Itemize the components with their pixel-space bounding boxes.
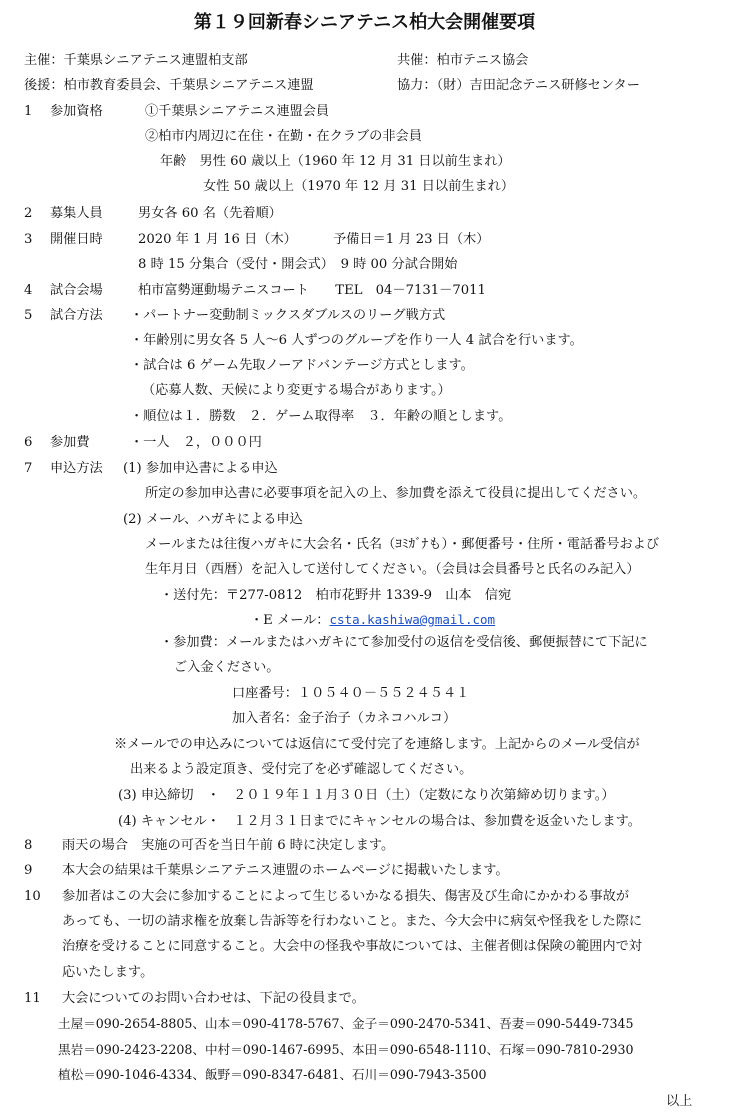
- age-female: 女性 50 歳以上（1970 年 12 月 31 日以前生まれ）: [203, 179, 515, 194]
- age-male: 年齢 男性 60 歳以上（1960 年 12 月 31 日以前生まれ）: [160, 154, 511, 169]
- eligibility-item-2: ②柏市内周辺に在住・在勤・在クラブの非会員: [145, 129, 422, 144]
- event-time: 8 時 15 分集合（受付・開会式） 9 時 00 分試合開始: [138, 257, 458, 272]
- disclaimer-text: 応いたします。: [62, 965, 154, 980]
- section-number: 5: [24, 308, 33, 323]
- cancellation: (4) キャンセル・ １２月３１日までにキャンセルの場合は、参加費を返金いたします。: [118, 814, 641, 829]
- rain-policy: 雨天の場合 実施の可否を当日午前 6 時に決定します。: [62, 838, 395, 853]
- fee-text: ・一人 ２，０００円: [130, 435, 262, 450]
- inquiry-text: 大会についてのお問い合わせは、下記の役員まで。: [62, 991, 365, 1006]
- section-label-eligibility: 参加資格: [50, 104, 103, 119]
- method-1-text: 所定の参加申込書に必要事項を記入の上、参加費を添えて役員に提出してください。: [145, 486, 647, 501]
- email-label: ・E メール：: [250, 613, 330, 628]
- co-host: 共催：柏市テニス協会: [397, 53, 529, 68]
- event-date: 2020 年 1 月 16 日（木）: [138, 232, 297, 247]
- section-number: 11: [24, 991, 41, 1006]
- section-number: 10: [24, 889, 41, 904]
- format-line: ・年齢別に男女各 5 人～6 人ずつのグループを作り一人 4 試合を行います。: [130, 333, 583, 348]
- capacity-text: 男女各 60 名（先着順）: [138, 206, 282, 221]
- contact-line: 植松＝090-1046-4334、飯野＝090-8347-6481、石川＝090-7943-3500: [58, 1067, 487, 1082]
- section-number: 6: [24, 435, 33, 450]
- organizer: 主催：千葉県シニアテニス連盟柏支部: [24, 53, 248, 68]
- section-label-application: 申込方法: [50, 461, 103, 476]
- disclaimer-text: 治療を受けることに同意すること。大会中の怪我や事故については、主催者側は保険の範囲内で対: [62, 939, 642, 954]
- section-label-date: 開催日時: [50, 232, 103, 247]
- format-line: （応募人数、天候により変更する場合があります。）: [142, 383, 451, 398]
- results-notice: 本大会の結果は千葉県シニアテニス連盟のホームページに掲載いたします。: [62, 863, 509, 878]
- email-link[interactable]: csta.kashiwa@gmail.com: [329, 612, 496, 627]
- contact-line: 黒岩＝090-2423-2208、中村＝090-1467-6995、本田＝090-6548-1110、石塚＝090-7810-2930: [58, 1042, 634, 1057]
- payment-text: ご入金ください。: [174, 660, 280, 675]
- section-number: 1: [24, 104, 33, 119]
- method-1-heading: (1) 参加申込書による申込: [123, 461, 278, 476]
- section-label-capacity: 募集人員: [50, 206, 103, 221]
- send-to-address: ・送付先：〒277-0812 柏市花野井 1339-9 山本 信宛: [160, 588, 512, 603]
- account-holder: 加入者名：金子治子（カネコハルコ）: [232, 711, 457, 726]
- cooperation: 協力：（財）吉田記念テニス研修センター: [397, 78, 640, 93]
- eligibility-item-1: ①千葉県シニアテニス連盟会員: [145, 104, 330, 119]
- disclaimer-text: あっても、一切の請求権を放棄し告訴等を行わないこと。また、今大会中に病気や怪我をした際に: [62, 914, 643, 929]
- email-note: ※メールでの申込みについては返信にて受付完了を連絡します。上記からのメール受信が: [114, 737, 640, 752]
- disclaimer-text: 参加者はこの大会に参加することによって生じるいかなる損失、傷害及び生命にかかわる事故が: [62, 889, 630, 904]
- section-number: 7: [24, 461, 33, 476]
- contact-line: 土屋＝090-2654-8805、山本＝090-4178-5767、金子＝090-2470-5341、吾妻＝090-5449-7345: [58, 1016, 634, 1031]
- format-line: ・パートナー変動制ミックスダブルスのリーグ戦方式: [130, 308, 446, 323]
- section-number: 9: [24, 863, 33, 878]
- payment-text: ・参加費：メールまたはハガキにて参加受付の返信を受信後、郵便振替にて下記に: [160, 635, 648, 650]
- reserve-date: 予備日＝1 月 23 日（木）: [333, 232, 490, 247]
- section-number: 2: [24, 206, 33, 221]
- document-title: 第１９回新春シニアテニス柏大会開催要項: [193, 12, 536, 33]
- section-number: 8: [24, 838, 33, 853]
- closing-mark: 以上: [666, 1094, 693, 1109]
- deadline: (3) 申込締切 ・ ２０１９年１１月３０日（土）（定数になり次第締め切ります。）: [118, 788, 615, 803]
- account-number: 口座番号：１０５４０－５５２４５４１: [232, 686, 470, 701]
- method-2-heading: (2) メール、ハガキによる申込: [123, 512, 303, 527]
- email-row: [250, 610, 495, 631]
- method-2-text: メールまたは往復ハガキに大会名・氏名（ﾖﾐｶﾞﾅも）・郵便番号・住所・電話番号および: [145, 537, 660, 552]
- section-number: 3: [24, 232, 33, 247]
- section-label-fee: 参加費: [50, 435, 90, 450]
- method-2-text: 生年月日（西暦）を記入して送付してください。（会員は会員番号と氏名のみ記入）: [145, 562, 640, 577]
- venue-text: 柏市富勢運動場テニスコート TEL 04－7131－7011: [138, 283, 486, 298]
- sponsor: 後援：柏市教育委員会、千葉県シニアテニス連盟: [24, 78, 314, 93]
- format-line: ・試合は 6 ゲーム先取ノーアドバンテージ方式とします。: [130, 358, 474, 373]
- format-line: ・順位は１．勝数 ２．ゲーム取得率 ３．年齢の順とします。: [130, 409, 512, 424]
- section-label-format: 試合方法: [50, 308, 103, 323]
- email-note: 出来るよう設定頂き、受付完了を必ず確認してください。: [130, 762, 473, 777]
- section-label-venue: 試合会場: [50, 283, 103, 298]
- section-number: 4: [24, 283, 33, 298]
